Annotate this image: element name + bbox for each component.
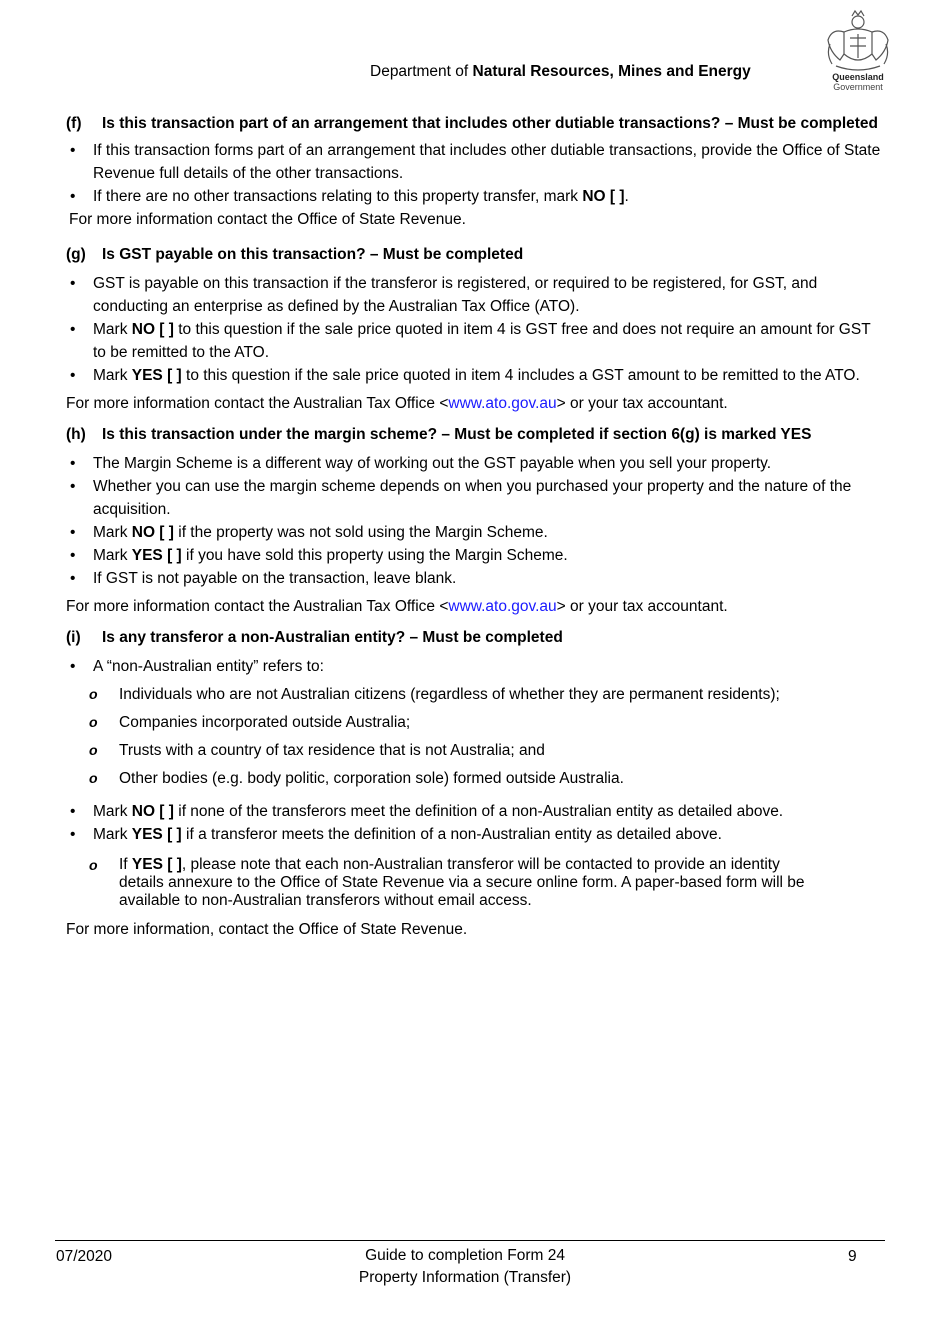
footer-divider [55,1240,885,1241]
list-item: • A “non-Australian entity” refers to: [66,655,886,678]
non-australian-entity-definitions [66,683,886,790]
logo-wordmark: Queensland Government [832,72,884,92]
section-i-heading: (i) Is any transferor a non-Australian entity? – Must be completed [66,629,563,646]
section-f-note: For more information contact the Office of State Revenue. [69,211,466,228]
list-item: • If GST is not payable on the transaction, leave blank. [66,567,886,590]
department-header: Department of Natural Resources, Mines and Energy [370,63,751,80]
ato-website-link[interactable]: www.ato.gov.au [448,395,557,412]
department-name: Natural Resources, Mines and Energy [472,63,751,80]
footer-date: 07/2020 [56,1248,113,1265]
list-item: • Mark NO [ ] if the property was not sold using the Margin Scheme. [66,521,886,544]
section-g-note: For more information contact the Australian Tax Office <www.ato.gov.au> or your tax accountant. [66,395,728,412]
list-item: • If this transaction forms part of an arrangement that includes other dutiable transactions, provide the Office of State Revenue full details of the other transactions. [66,139,886,185]
list-item: • Mark NO [ ] to this question if the sale price quoted in item 4 is GST free and does not require an amount for GST to be remitted to the ATO. [66,318,886,364]
section-f-list [66,139,886,208]
list-item: • Mark NO [ ] if none of the transferors meet the definition of a non-Australian entity as detailed above. [66,800,886,823]
list-item: • Mark YES [ ] if you have sold this property using the Margin Scheme. [66,544,886,567]
section-h-heading: (h) Is this transaction under the margin scheme? – Must be completed if section 6(g) is marked YES [66,426,812,443]
footer-title: Guide to completion Form 24 Property Information (Transfer) [358,1247,572,1286]
section-g-list [66,272,886,387]
sub-list-item: o If YES [ ], please note that each non-Australian transferor will be contacted to provide an identity details annexure to the Office of State Revenue via a secure online form. A paper-based form will be available to non-Australian transferors without email access. [89,856,805,909]
yes-note-list [66,856,826,910]
sub-list-item: o Trusts with a country of tax residence that is not Australia; and [89,742,545,759]
list-item: • Mark YES [ ] to this question if the sale price quoted in item 4 includes a GST amount to be remitted to the ATO. [66,364,886,387]
section-i-list-2 [66,800,886,846]
list-item: • GST is payable on this transaction if the transferor is registered, or required to be registered, for GST, and conducting an enterprise as defined by the Australian Tax Office (ATO). [66,272,886,318]
section-g-heading: (g) Is GST payable on this transaction? – Must be completed [66,246,524,263]
sub-list-item: o Companies incorporated outside Australia; [89,714,411,731]
list-item: • If there are no other transactions relating to this property transfer, mark NO [ ]. [66,185,886,208]
sub-list-item: o Other bodies (e.g. body politic, corporation sole) formed outside Australia. [89,770,624,787]
section-h-list [66,452,886,590]
section-h-note: For more information contact the Australian Tax Office <www.ato.gov.au> or your tax accountant. [66,598,728,615]
document-body [66,112,886,941]
list-item: • The Margin Scheme is a different way of working out the GST payable when you sell your property. [66,452,886,475]
ato-website-link[interactable]: www.ato.gov.au [448,598,557,615]
sub-list-item: o Individuals who are not Australian citizens (regardless of whether they are permanent residents); [89,686,780,703]
section-i-note: For more information, contact the Office of State Revenue. [66,921,468,938]
section-f-heading: (f) Is this transaction part of an arrangement that includes other dutiable transactions? – Must be completed [66,115,878,132]
section-i-list [66,655,886,678]
list-item: • Mark YES [ ] if a transferor meets the definition of a non-Australian entity as detailed above. [66,823,886,846]
list-item: • Whether you can use the margin scheme depends on when you purchased your property and the nature of the acquisition. [66,475,886,521]
page-number: 9 [848,1248,857,1265]
